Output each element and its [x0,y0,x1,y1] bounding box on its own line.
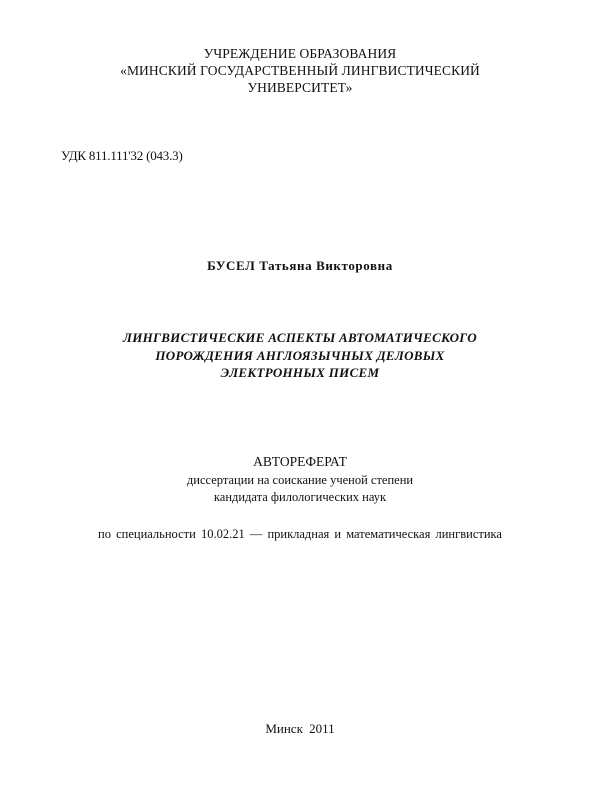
udk-code: УДК 811.111'32 (043.3) [61,148,183,163]
place-year: Минск 2011 [265,721,335,736]
thesis-title-line-1: ЛИНГВИСТИЧЕСКИЕ АСПЕКТЫ АВТОМАТИЧЕСКОГО [123,330,477,345]
institution-line-2: «МИНСКИЙ ГОСУДАРСТВЕННЫЙ ЛИНГВИСТИЧЕСКИЙ [120,63,480,78]
thesis-title-line-2: ПОРОЖДЕНИЯ АНГЛОЯЗЫЧНЫХ ДЕЛОВЫХ [155,348,445,363]
institution-line-3: УНИВЕРСИТЕТ» [247,80,353,95]
author-name: БУСЕЛ Татьяна Викторовна [207,258,393,273]
institution-line-1: УЧРЕЖДЕНИЕ ОБРАЗОВАНИЯ [203,46,397,61]
specialty-line: по специальности 10.02.21 — прикладная и математическая лингвистика [98,527,502,541]
document-type-line-1: диссертации на соискание ученой степени [186,473,414,487]
thesis-title-line-3: ЭЛЕКТРОННЫХ ПИСЕМ [220,365,380,380]
document-type-line-2: кандидата филологических наук [213,490,387,504]
document-type-heading: АВТОРЕФЕРАТ [253,454,347,469]
